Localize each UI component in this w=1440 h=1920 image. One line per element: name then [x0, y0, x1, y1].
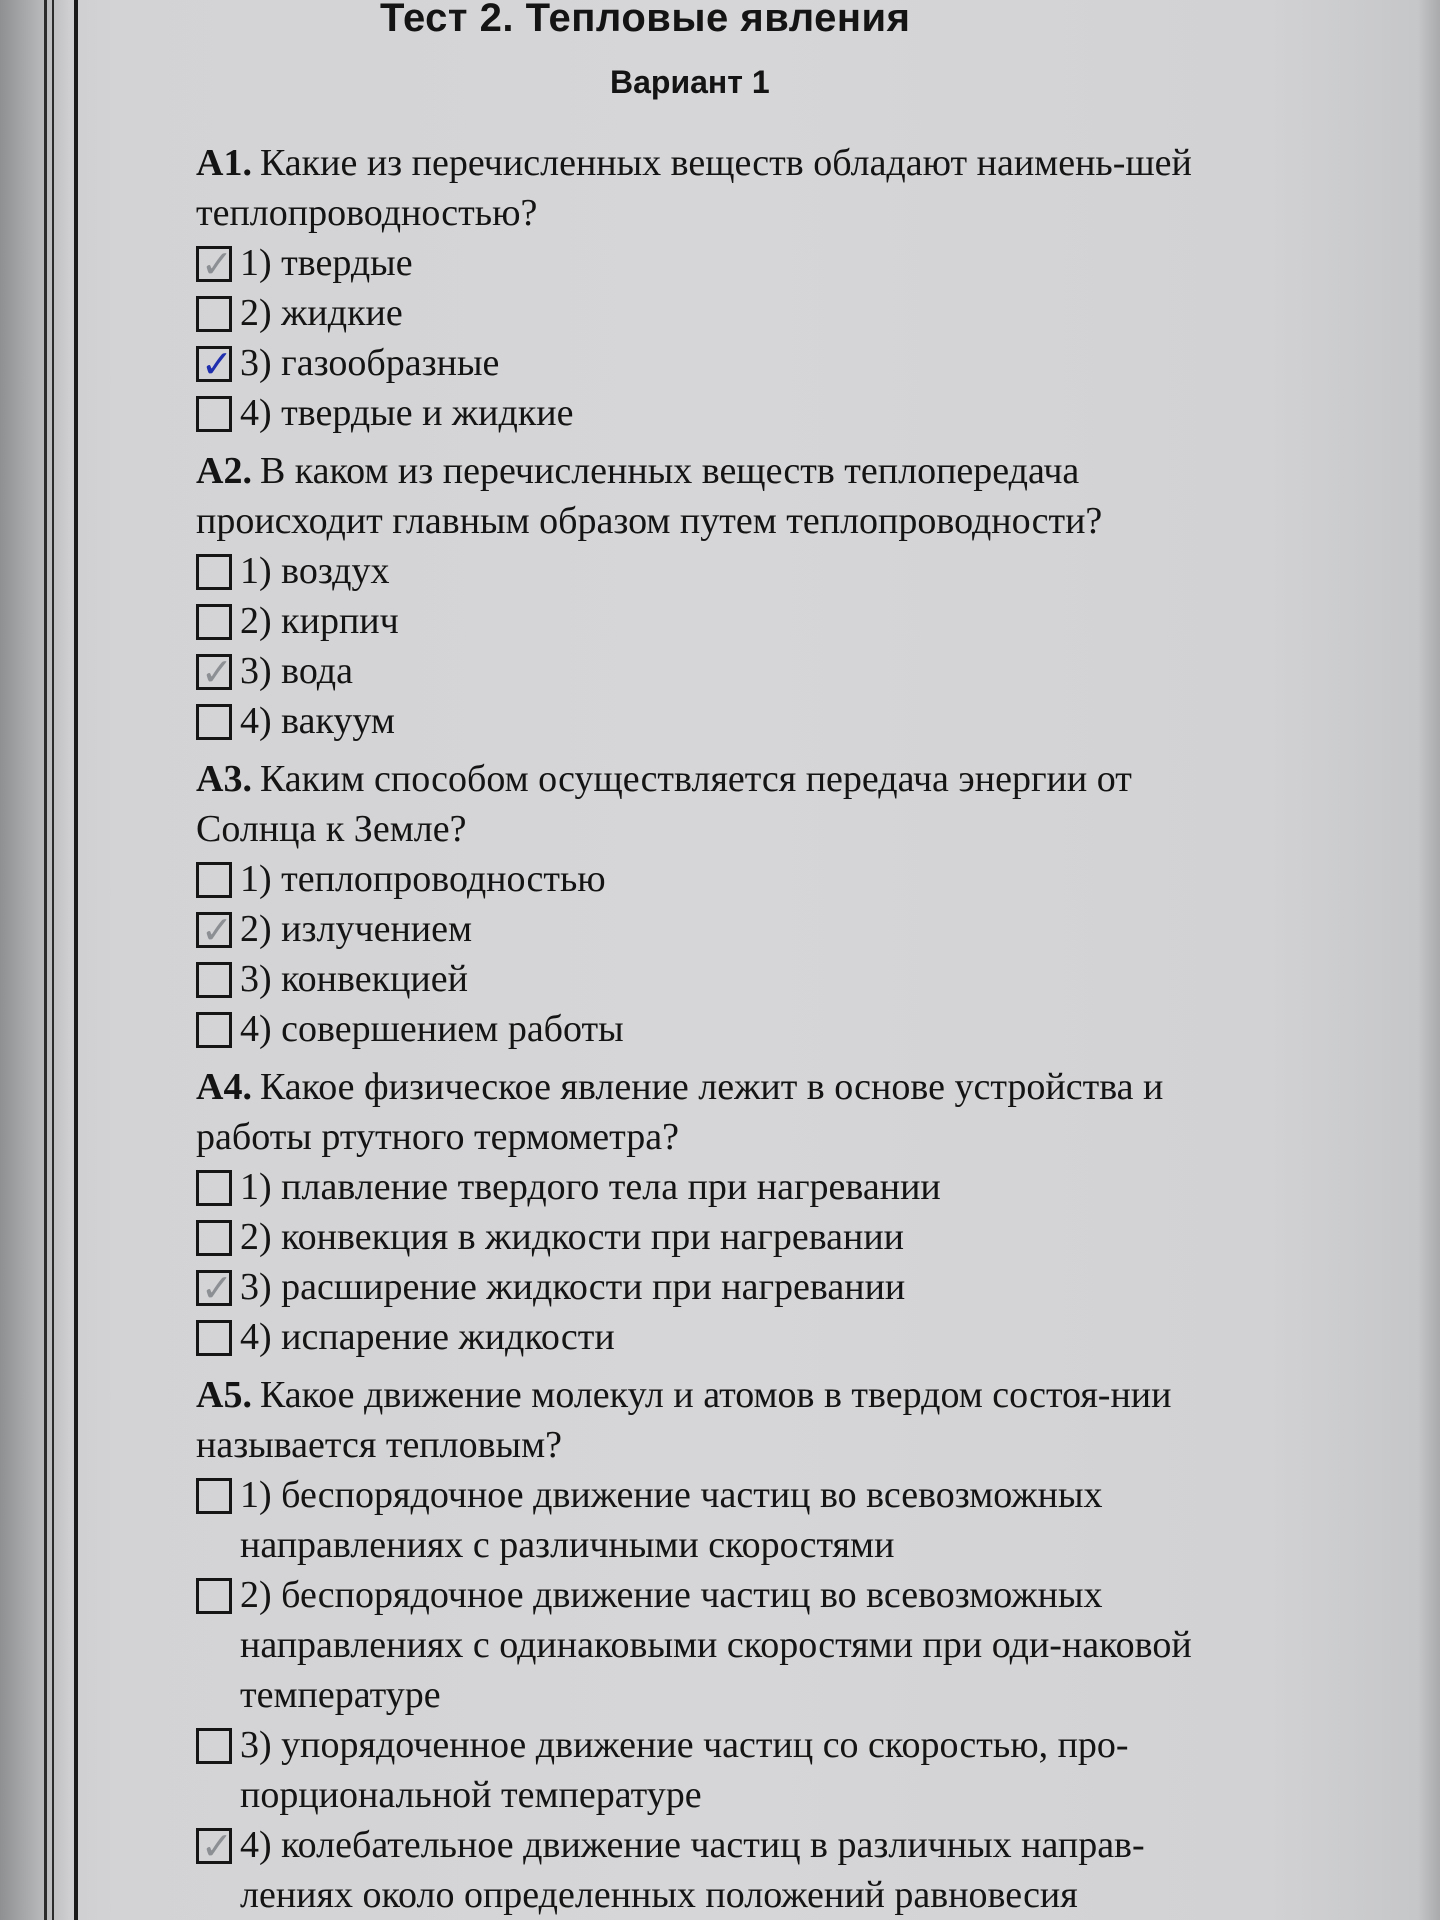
question-block	[196, 1370, 1276, 1920]
question-block	[196, 138, 1276, 438]
answer-label: 1) воздух	[240, 550, 390, 592]
checkmark-icon: ✓	[201, 650, 233, 694]
answer-checkbox[interactable]	[196, 908, 233, 952]
answer-label: 3) конвекцией	[240, 958, 468, 1000]
answer-option[interactable]	[196, 1312, 1276, 1362]
question-number: А5.	[196, 1374, 252, 1416]
question-prompt: В каком из перечисленных веществ теплопередача происходит главным образом путем теплопроводности?	[196, 450, 1103, 542]
answer-label: 3) вода	[240, 650, 353, 692]
answer-label: 3) газообразные	[240, 342, 500, 384]
page-edge-shadow	[1418, 0, 1440, 1920]
question-block	[196, 446, 1276, 746]
page-title: Тест 2. Тепловые явления	[380, 0, 911, 40]
answer-label: 2) конвекция в жидкости при нагревании	[240, 1216, 905, 1258]
answer-checkbox[interactable]	[196, 554, 232, 590]
answer-option[interactable]	[196, 1212, 1276, 1262]
question-list	[196, 138, 1276, 1920]
answer-checkbox[interactable]	[196, 1578, 232, 1614]
answer-option[interactable]	[196, 338, 1276, 388]
answer-label: 4) испарение жидкости	[240, 1316, 615, 1358]
answer-option[interactable]	[196, 1820, 1276, 1920]
answer-label: 4) твердые и жидкие	[240, 392, 574, 434]
question-prompt: Какое физическое явление лежит в основе устройства и работы ртутного термометра?	[196, 1066, 1164, 1158]
answer-label: 1) плавление твердого тела при нагревании	[240, 1166, 941, 1208]
answer-checkbox[interactable]	[196, 1220, 232, 1256]
answer-label: 2) беспорядочное движение частиц во всевозможных направлениях с одинаковыми скоростями при оди-наковой температуре	[240, 1574, 1192, 1716]
answer-option[interactable]	[196, 954, 1276, 1004]
margin-rule-1	[44, 0, 47, 1920]
answer-label: 2) жидкие	[240, 292, 403, 334]
answer-option[interactable]	[196, 1004, 1276, 1054]
answer-label: 4) совершением работы	[240, 1008, 624, 1050]
question-text	[196, 754, 1276, 854]
answer-checkbox[interactable]	[196, 396, 232, 432]
checkmark-icon: ✓	[201, 342, 233, 386]
answer-checkbox[interactable]	[196, 1320, 232, 1356]
answer-option[interactable]	[196, 1162, 1276, 1212]
margin-rule-2	[52, 0, 54, 1920]
checkmark-icon: ✓	[201, 1824, 233, 1868]
question-text	[196, 1370, 1276, 1470]
answer-checkbox[interactable]	[196, 1266, 233, 1310]
question-prompt: Каким способом осуществляется передача энергии от Солнца к Земле?	[196, 758, 1132, 850]
answer-option[interactable]	[196, 238, 1276, 288]
answer-checkbox[interactable]	[196, 1824, 233, 1868]
answer-option[interactable]	[196, 388, 1276, 438]
answer-checkbox[interactable]	[196, 1170, 232, 1206]
answer-option[interactable]	[196, 546, 1276, 596]
answer-option[interactable]	[196, 1262, 1276, 1312]
question-prompt: Какие из перечисленных веществ обладают наимень-шей теплопроводностью?	[196, 142, 1192, 234]
question-block	[196, 1062, 1276, 1362]
answer-label: 1) твердые	[240, 242, 413, 284]
answer-option[interactable]	[196, 646, 1276, 696]
answer-label: 4) колебательное движение частиц в различных направ-лениях около определенных положений равновесия	[240, 1824, 1145, 1916]
answer-label: 1) теплопроводностью	[240, 858, 606, 900]
question-block	[196, 754, 1276, 1054]
question-number: А4.	[196, 1066, 252, 1108]
answer-checkbox[interactable]	[196, 862, 232, 898]
answer-checkbox[interactable]	[196, 604, 232, 640]
answer-label: 2) кирпич	[240, 600, 399, 642]
answer-option[interactable]	[196, 288, 1276, 338]
answer-checkbox[interactable]	[196, 650, 233, 694]
answer-checkbox[interactable]	[196, 1728, 232, 1764]
margin-rule-3	[74, 0, 78, 1920]
question-text	[196, 1062, 1276, 1162]
answer-checkbox[interactable]	[196, 1478, 232, 1514]
variant-heading: Вариант 1	[610, 64, 770, 100]
answer-label: 3) упорядоченное движение частиц со скоростью, про-порциональной температуре	[240, 1724, 1129, 1816]
answer-label: 4) вакуум	[240, 700, 395, 742]
answer-option[interactable]	[196, 596, 1276, 646]
question-number: А3.	[196, 758, 252, 800]
answer-label: 3) расширение жидкости при нагревании	[240, 1266, 906, 1308]
question-number: А2.	[196, 450, 252, 492]
answer-option[interactable]	[196, 1720, 1276, 1820]
question-number: А1.	[196, 142, 252, 184]
question-text	[196, 138, 1276, 238]
answer-checkbox[interactable]	[196, 704, 232, 740]
answer-option[interactable]	[196, 696, 1276, 746]
answer-checkbox[interactable]	[196, 296, 232, 332]
answer-checkbox[interactable]	[196, 1012, 232, 1048]
spine-shadow	[0, 0, 70, 1920]
checkmark-icon: ✓	[201, 1266, 233, 1310]
answer-option[interactable]	[196, 1470, 1276, 1570]
answer-checkbox[interactable]	[196, 962, 232, 998]
answer-option[interactable]	[196, 1570, 1276, 1720]
answer-option[interactable]	[196, 904, 1276, 954]
answer-option[interactable]	[196, 854, 1276, 904]
checkmark-icon: ✓	[201, 908, 233, 952]
answer-label: 1) беспорядочное движение частиц во всевозможных направлениях с различными скоростями	[240, 1474, 1103, 1566]
answer-checkbox[interactable]	[196, 342, 233, 386]
answer-label: 2) излучением	[240, 908, 473, 950]
question-prompt: Какое движение молекул и атомов в твердом состоя-нии называется тепловым?	[196, 1374, 1172, 1466]
checkmark-icon: ✓	[201, 242, 233, 286]
answer-checkbox[interactable]	[196, 242, 233, 286]
question-text	[196, 446, 1276, 546]
